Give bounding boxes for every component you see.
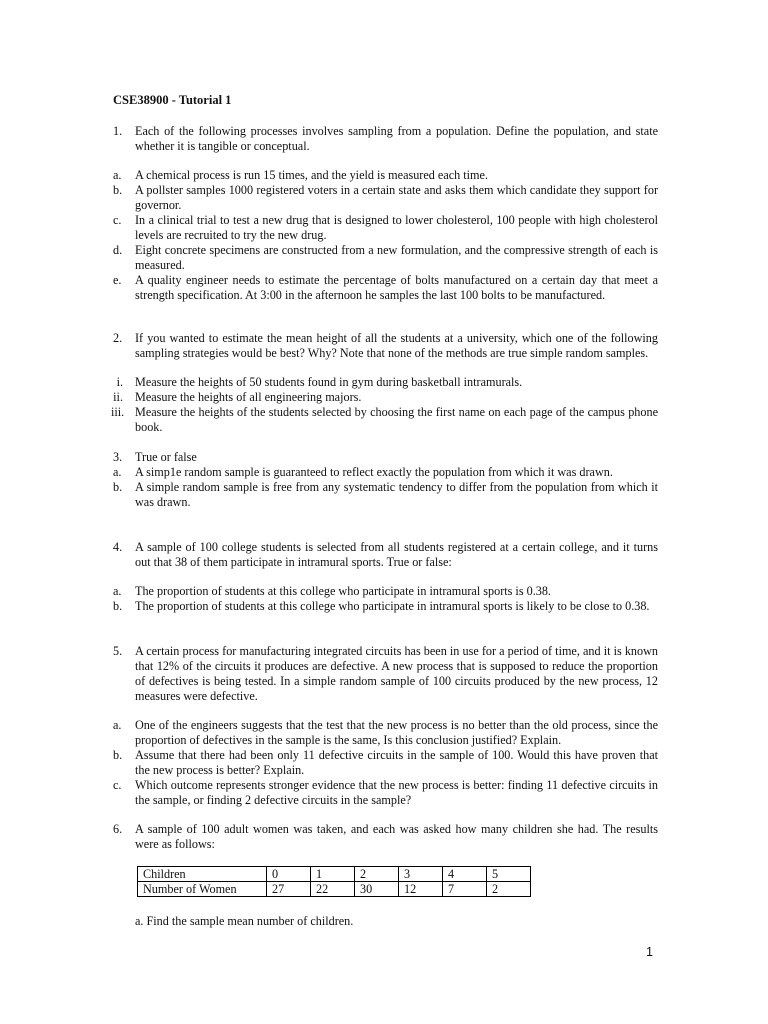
question-6-part-a: a. Find the sample mean number of children. — [135, 914, 354, 928]
question-text: Each of the following processes involves sampling from a population. Define the population, and state whether it is tangible or conceptual. — [135, 124, 658, 153]
question-number: 3. — [113, 450, 123, 464]
question-item — [113, 273, 658, 303]
table-row — [138, 867, 531, 882]
question-item — [113, 480, 658, 510]
question-5 — [113, 644, 658, 808]
item-text: A simp1e random sample is guaranteed to reflect exactly the population from which it was drawn. — [135, 465, 613, 479]
table-cell: 1 — [311, 867, 355, 882]
question-1 — [113, 124, 658, 303]
item-label: d. — [113, 243, 123, 257]
item-label: a. — [113, 465, 122, 479]
question-text: A sample of 100 college students is selected from all students registered at a certain college, and it turns out that 38 of them participate in intramural sports. True or false: — [135, 540, 658, 569]
question-item — [113, 748, 658, 778]
item-label: b. — [113, 748, 123, 762]
question-6 — [113, 822, 658, 852]
question-number: 5. — [113, 644, 123, 658]
item-text: Measure the heights of 50 students found in gym during basketball intramurals. — [135, 375, 523, 389]
item-label: c. — [113, 213, 122, 227]
table-header-cell: Children — [138, 867, 267, 882]
question-number: 4. — [113, 540, 123, 554]
question-number: 1. — [113, 124, 123, 138]
item-text: A chemical process is run 15 times, and the yield is measured each time. — [135, 168, 488, 182]
question-item — [113, 390, 658, 405]
table-cell: 5 — [487, 867, 531, 882]
item-label: ii. — [113, 390, 123, 404]
item-label: e. — [113, 273, 122, 287]
question-item — [113, 778, 658, 808]
item-text: Which outcome represents stronger evidence that the new process is better: finding 11 defective circuits in the sample, or finding 2 defective circuits in the sample? — [135, 778, 658, 807]
document-title: CSE38900 - Tutorial 1 — [113, 93, 232, 107]
table-cell: 27 — [267, 882, 311, 897]
question-3 — [113, 450, 658, 510]
item-label: b. — [113, 599, 123, 613]
table-cell: 4 — [443, 867, 487, 882]
page-number: 1 — [646, 945, 653, 959]
table-row — [138, 882, 531, 897]
item-label: a. — [113, 168, 122, 182]
table-cell: 3 — [399, 867, 443, 882]
table-cell: 2 — [355, 867, 399, 882]
item-text: Measure the heights of the students selected by choosing the first name on each page of the campus phone book. — [135, 405, 658, 434]
item-text: In a clinical trial to test a new drug that is designed to lower cholesterol, 100 people with high cholesterol levels are recruited to try the new drug. — [135, 213, 658, 242]
item-label: iii. — [111, 405, 125, 419]
children-table — [137, 866, 531, 897]
item-label: b. — [113, 183, 123, 197]
question-item — [113, 168, 658, 183]
question-text: True or false — [135, 450, 197, 464]
question-item — [111, 405, 658, 435]
table-cell: 2 — [487, 882, 531, 897]
question-text: A sample of 100 adult women was taken, and each was asked how many children she had. The results were as follows: — [135, 822, 658, 851]
item-label: b. — [113, 480, 123, 494]
item-text: A simple random sample is free from any systematic tendency to differ from the population from which it was drawn. — [135, 480, 658, 509]
table-cell: 0 — [267, 867, 311, 882]
table-cell: 12 — [399, 882, 443, 897]
question-2 — [113, 331, 658, 435]
question-item — [113, 599, 658, 614]
item-text: One of the engineers suggests that the test that the new process is no better than the old process, since the proportion of defectives in the sample is the same, Is this conclusion justified? Explain. — [135, 718, 658, 747]
item-label: a. — [113, 718, 122, 732]
item-label: c. — [113, 778, 122, 792]
question-item — [113, 465, 658, 480]
question-number: 2. — [113, 331, 123, 345]
question-4 — [113, 540, 658, 614]
item-label: a. — [113, 584, 122, 598]
question-item — [113, 243, 658, 273]
question-item — [113, 183, 658, 213]
question-item — [116, 375, 658, 390]
question-item — [113, 584, 658, 599]
item-label: i. — [116, 375, 123, 389]
table-header-cell: Number of Women — [138, 882, 267, 897]
table-cell: 22 — [311, 882, 355, 897]
item-text: Assume that there had been only 11 defective circuits in the sample of 100. Would this have proven that the new process is better? Explain. — [135, 748, 658, 777]
item-text: Eight concrete specimens are constructed from a new formulation, and the compressive strength of each is measured. — [135, 243, 658, 272]
question-text: If you wanted to estimate the mean height of all the students at a university, which one of the following sampling strategies would be best? Why? Note that none of the methods are true simple random samples. — [135, 331, 658, 360]
item-text: A pollster samples 1000 registered voters in a certain state and asks them which candidate they support for governor. — [135, 183, 658, 212]
question-item — [113, 718, 658, 748]
item-text: Measure the heights of all engineering majors. — [135, 390, 362, 404]
question-number: 6. — [113, 822, 123, 836]
item-text: The proportion of students at this college who participate in intramural sports is likely to be close to 0.38. — [135, 599, 650, 613]
table-cell: 7 — [443, 882, 487, 897]
question-text: A certain process for manufacturing integrated circuits has been in use for a period of time, and it is known that 12% of the circuits it produces are defective. A new process that is supposed to reduce the proportion of defectives is being tested. In a simple random sample of 100 circuits produced by the new process, 12 measures were defective. — [135, 644, 658, 703]
item-text: A quality engineer needs to estimate the percentage of bolts manufactured on a certain day that meet a strength specification. At 3:00 in the afternoon he samples the last 100 bolts to be manufactured. — [135, 273, 658, 302]
question-item — [113, 213, 658, 243]
table-cell: 30 — [355, 882, 399, 897]
item-text: The proportion of students at this college who participate in intramural sports is 0.38. — [135, 584, 551, 598]
